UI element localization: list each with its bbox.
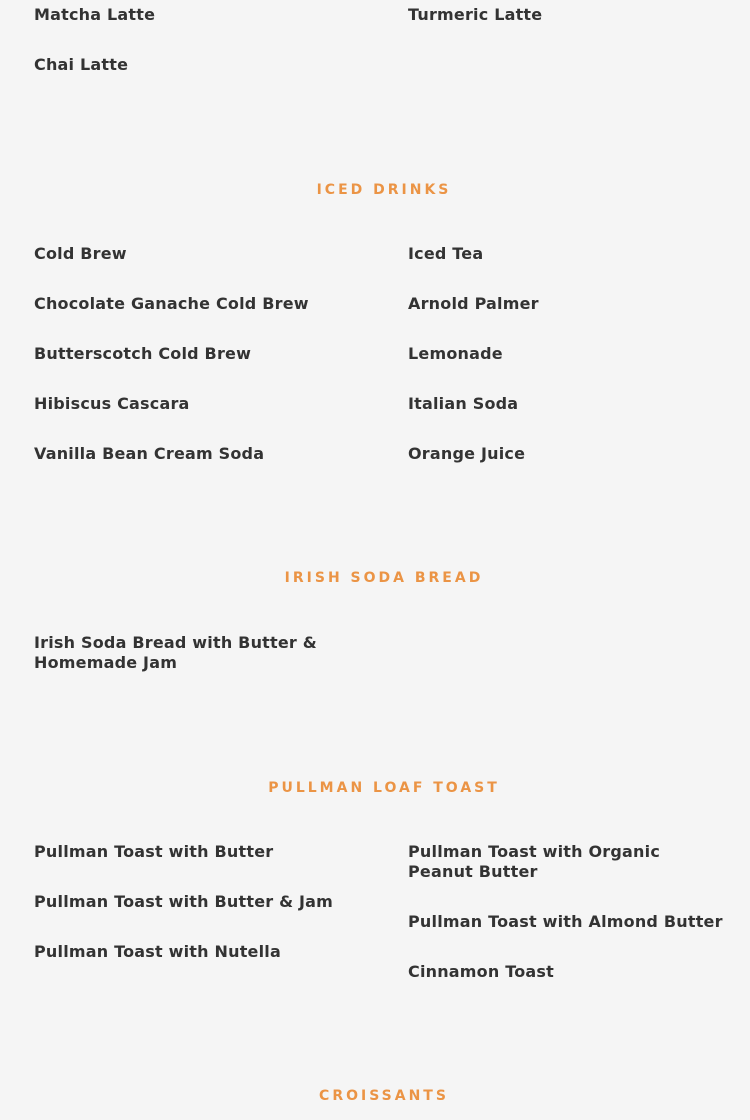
menu-item-pullman-toast-peanut-butter: Pullman Toast with Organic Peanut Butter <box>408 842 661 881</box>
menu-item-hibiscus-cascara: Hibiscus Cascara <box>34 394 190 413</box>
menu-item-iced-tea: Iced Tea <box>408 244 484 263</box>
menu-item-vanilla-bean-cream-soda: Vanilla Bean Cream Soda <box>34 444 265 463</box>
section-title-pullman-loaf-toast: PULLMAN LOAF TOAST <box>268 780 500 796</box>
section-title-iced-drinks: ICED DRINKS <box>316 182 452 198</box>
menu-item-pullman-toast-nutella: Pullman Toast with Nutella <box>34 942 281 961</box>
section-title-croissants: CROISSANTS <box>319 1088 449 1104</box>
menu-item-pullman-toast-butter: Pullman Toast with Butter <box>34 842 274 861</box>
menu-item-cold-brew: Cold Brew <box>34 244 127 263</box>
menu-item-turmeric-latte: Turmeric Latte <box>408 5 543 24</box>
menu-item-arnold-palmer: Arnold Palmer <box>408 294 539 313</box>
section-title-irish-soda-bread: IRISH SODA BREAD <box>284 570 484 586</box>
menu-item-irish-soda-bread: Irish Soda Bread with Butter & Homemade Jam <box>34 633 317 672</box>
menu-item-cinnamon-toast: Cinnamon Toast <box>408 962 554 981</box>
menu-item-lemonade: Lemonade <box>408 344 503 363</box>
menu-item-butterscotch-cold-brew: Butterscotch Cold Brew <box>34 344 252 363</box>
menu-item-chocolate-ganache-cold-brew: Chocolate Ganache Cold Brew <box>34 294 309 313</box>
menu-item-pullman-toast-butter-jam: Pullman Toast with Butter & Jam <box>34 892 334 911</box>
menu-item-chai-latte: Chai Latte <box>34 55 129 74</box>
menu-item-orange-juice: Orange Juice <box>408 444 526 463</box>
menu-item-pullman-toast-almond-butter: Pullman Toast with Almond Butter <box>408 912 723 931</box>
menu-item-matcha-latte: Matcha Latte <box>34 5 156 24</box>
menu-item-italian-soda: Italian Soda <box>408 394 519 413</box>
